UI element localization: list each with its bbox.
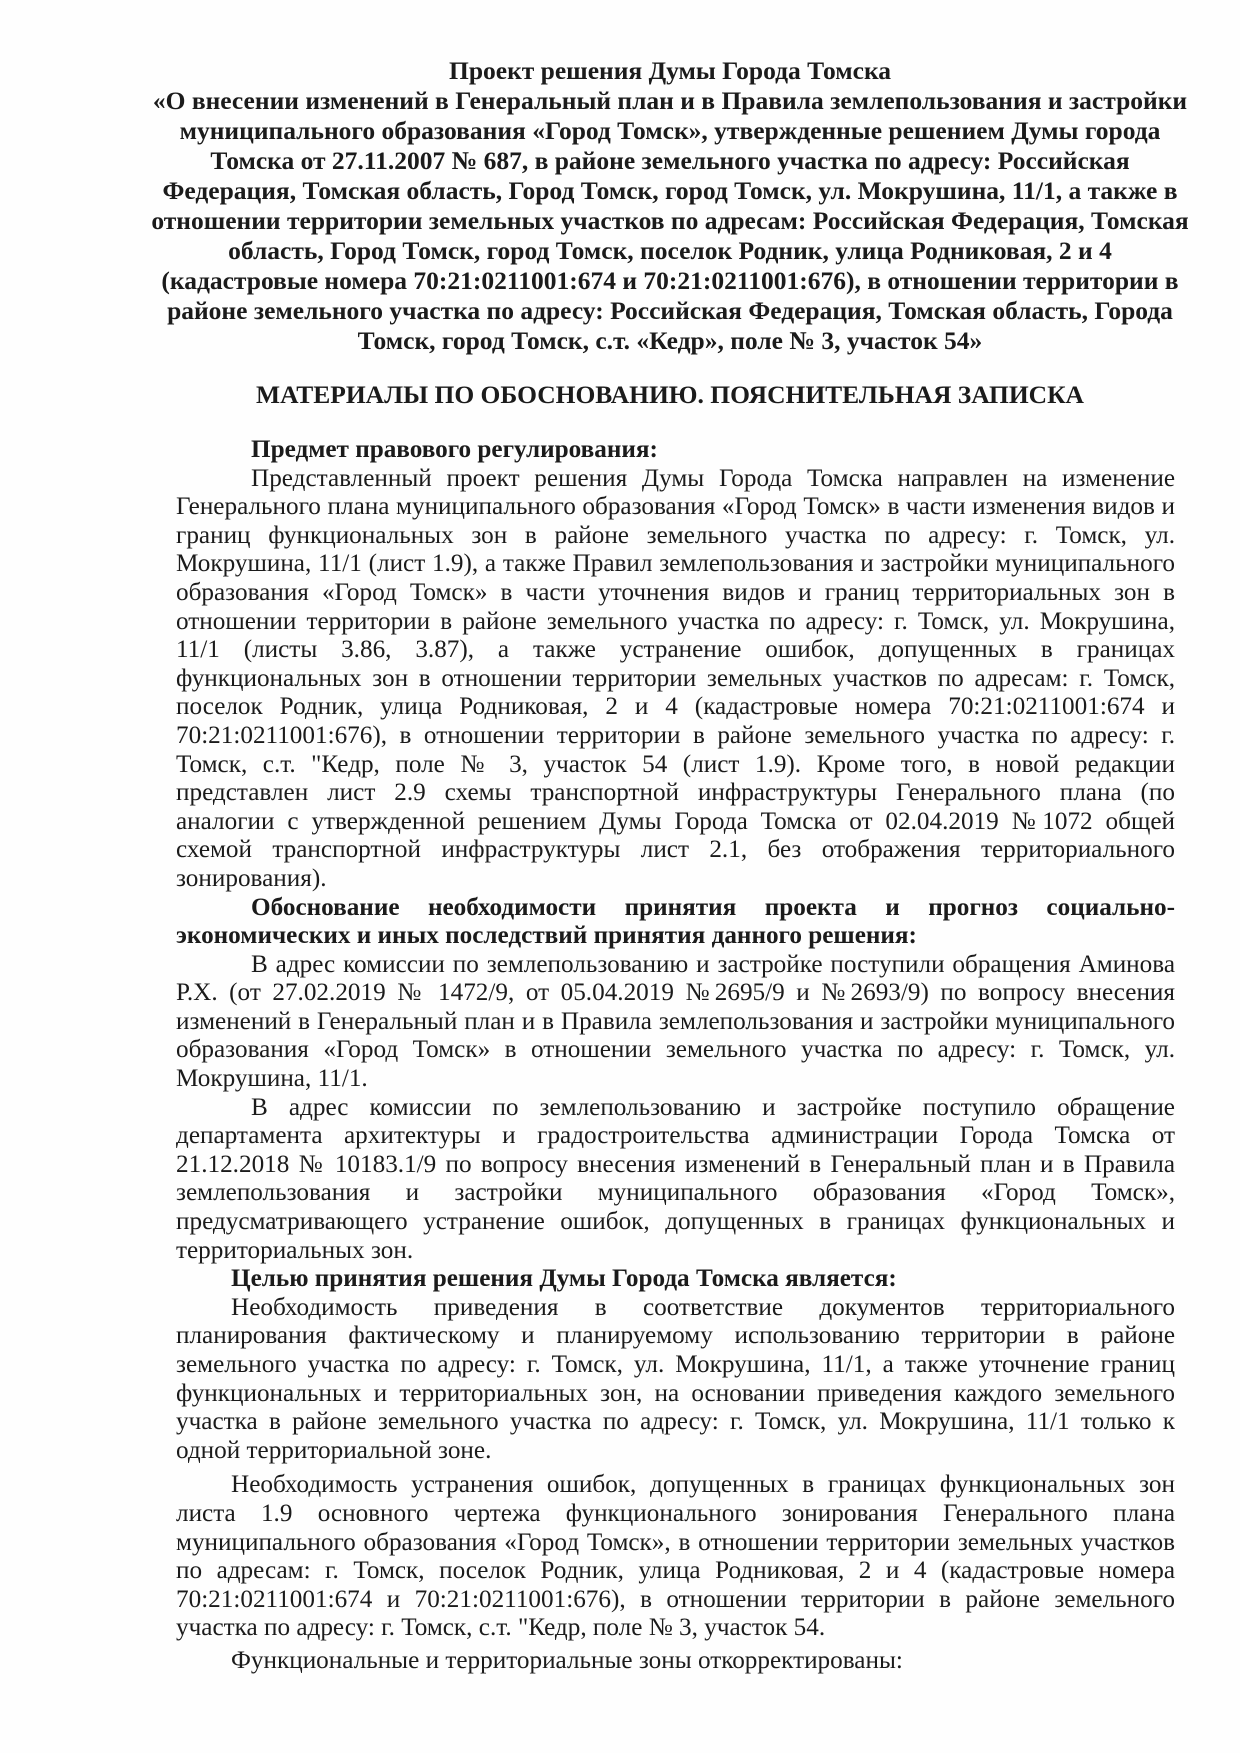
document-title [150,56,1190,356]
paragraph-zones: Функциональные и территориальные зоны откорректированы: [231,1646,903,1674]
heading-rationale: Обоснование необходимости принятия проекта и прогноз социально-экономических и иных последствий принятия данного решения: [176,893,1175,950]
paragraph-subject: Представленный проект решения Думы Города Томска направлен на изменение Генерального плана муниципального образования «Город Томск» в части изменения видов и границ функциональных зон в районе земельного участка по адресу: г. Томск, ул. Мокрушина, 11/1 (лист 1.9), а также Правил землепользования и застройки муниципального образования «Город Томск» в части уточнения видов и границ территориальных зон в отношении территории в районе земельного участка по адресу: г. Томск, ул. Мокрушина, 11/1 (листы 3.86, 3.87), а также устранение ошибок, допущенных в границах функциональных зон в отношении территории земельных участков по адресам: г. Томск, поселок Родник, улица Родниковая, 2 и 4 (кадастровые номера 70:21:0211001:674 и 70:21:0211001:676), в отношении территории в районе земельного участка по адресу: г. Томск, с.т. "Кедр, поле № 3, участок 54 (лист 1.9). Кроме того, в новой редакции представлен лист 2.9 схемы транспортной инфраструктуры Генерального плана (по аналогии с утвержденной решением Думы Города Томска от 02.04.2019 №1072 общей схемой транспортной инфраструктуры лист 2.1, без отображения территориального зонирования). [176,464,1175,892]
title-subject: «О внесении изменений в Генеральный план и в Правила землепользования и застройки муниципального образования «Город Томск», утвержденные решением Думы города Томска от 27.11.2007 № 687, в районе земельного участка по адресу: Российская Федерация, Томская область, Город Томск, город Томск, ул. Мокрушина, 11/1, а также в отношении территории земельных участков по адресам: Российская Федерация, Томская область, Город Томск, город Томск, поселок Родник, улица Родниковая, 2 и 4 (кадастровые номера 70:21:0211001:674 и 70:21:0211001:676), в отношении территории в районе земельного участка по адресу: Российская Федерация, Томская область, Города Томск, город Томск, с.т. «Кедр», поле № 3, участок 54» [151,86,1189,355]
paragraph-appeal-2: В адрес комиссии по землепользованию и застройке поступило обращение департамента архитектуры и градостроительства администрации Города Томска от 21.12.2018 № 10183.1/9 по вопросу внесения изменений в Генеральный план и в Правила землепользования и застройки муниципального образования «Город Томск», предусматривающего устранение ошибок, допущенных в границах функциональных и территориальных зон. [176,1093,1175,1264]
paragraph-goal-1: Необходимость приведения в соответствие документов территориального планирования фактическому и планируемому использованию территории в районе земельного участка по адресу: г. Томск, ул. Мокрушина, 11/1, а также уточнение границ функциональных и территориальных зон, на основании приведения каждого земельного участка в районе земельного участка по адресу: г. Томск, ул. Мокрушина, 11/1 только к одной территориальной зоне. [176,1293,1175,1464]
paragraph-goal-2: Необходимость устранения ошибок, допущенных в границах функциональных зон листа 1.9 основного чертежа функционального зонирования Генерального плана муниципального образования «Город Томск», в отношении территории земельных участков по адресам: г. Томск, поселок Родник, улица Родниковая, 2 и 4 (кадастровые номера 70:21:0211001:674 и 70:21:0211001:676), в отношении территории в районе земельного участка по адресу: г. Томск, с.т. "Кедр, поле № 3, участок 54. [176,1471,1175,1642]
paragraph-appeal-1: В адрес комиссии по землепользованию и застройке поступили обращения Аминова Р.Х. (от 27.02.2019 № 1472/9, от 05.04.2019 №2695/9 и №2693/9) по вопросу внесения изменений в Генеральный план и в Правила землепользования и застройки муниципального образования «Город Томск» в отношении земельного участка по адресу: г. Томск, ул. Мокрушина, 11/1. [176,950,1175,1093]
heading-goal: Целью принятия решения Думы Города Томска является: [231,1265,897,1293]
section-title: МАТЕРИАЛЫ ПО ОБОСНОВАНИЮ. ПОЯСНИТЕЛЬНАЯ ЗАПИСКА [256,380,1084,409]
heading-subject: Предмет правового регулирования: [251,436,658,463]
title-line: Проект решения Думы Города Томска [448,56,892,85]
document-body [176,436,1175,1676]
